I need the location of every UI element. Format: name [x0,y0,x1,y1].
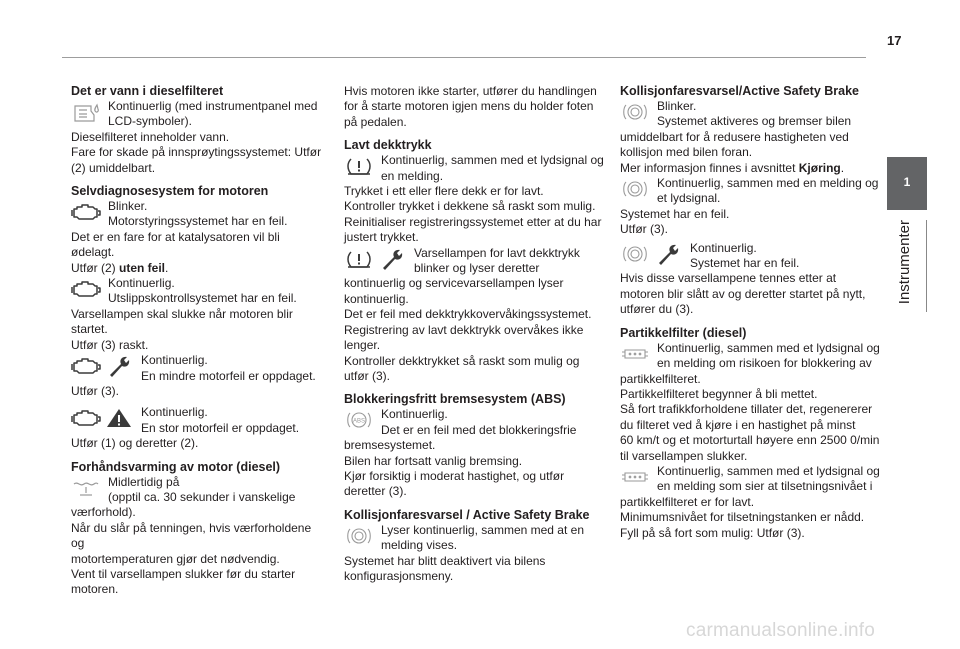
entry-line: Kontinuerlig. [690,240,757,255]
cross-reference-link[interactable]: Kjøring [798,160,841,175]
body-text: partikkelfilteret er for lavt. [620,494,755,509]
body-text: justert trykket. [344,230,419,245]
body-text-part: Utfør (2) [71,260,119,275]
active-safety-brake-icon [344,525,374,547]
body-text: partikkelfilteret. [620,371,701,386]
entry-line: blinker og lyser deretter [414,261,540,276]
body-text: deretter (3). [344,484,407,499]
body-text-part: Mer informasjon finnes i avsnittet [620,160,799,175]
entry-line: Motorstyringssystemet har en feil. [108,214,288,229]
warning-triangle-icon [104,407,134,429]
section-heading: Kollisjonfaresvarsel / Active Safety Brake [344,507,590,522]
body-text: motoren blir slått av og deretter startet på nytt, [620,286,866,301]
body-text [71,261,326,276]
body-text: Minimumsnivået for tilsetningstanken er nådd. [620,510,865,525]
lamp-entry [71,99,326,130]
body-text: Det er en fare for at katalysatoren vil bli ødelagt. [71,229,280,260]
body-text: utfører du (3). [620,302,694,317]
chapter-tab-number: 1 [903,175,911,189]
body-text: Utfør (1) og deretter (2). [71,436,199,451]
lamp-entry [71,276,326,307]
entry-line: Kontinuerlig. [108,276,175,291]
lamp-entry [71,199,326,230]
lamp-entry [71,353,326,384]
wrench-service-icon [104,355,134,377]
lamp-entry [344,523,606,554]
body-text: for å starte motoren igjen mens du holder foten [344,99,594,114]
entry-line: Varsellampen for lavt dekktrykk [414,245,580,260]
entry-line: en melding. [381,168,444,183]
abs-icon [344,409,374,431]
chapter-title [893,220,917,330]
section-heading: Partikkelfilter (diesel) [620,325,747,340]
entry-line: Kontinuerlig, sammen med et lydsignal og [381,153,604,168]
entry-line: Kontinuerlig (med instrumentpanel med [108,99,318,113]
glow-plug-coil-icon [71,477,101,499]
body-text: Partikkelfilteret begynner å bli mettet. [620,386,818,401]
body-text-part: . [840,160,845,175]
body-text [620,161,882,176]
wrench-service-icon [377,248,407,270]
entry-line: Lyser kontinuerlig, sammen med at en [381,522,584,537]
entry-line: Kontinuerlig, sammen med et lydsignal og [657,340,880,355]
body-text: Vent til varsellampen slukker før du starter [71,566,296,581]
body-text: Utfør (3) raskt. [71,337,149,352]
body-text: Dieselfilteret inneholder vann. [71,129,230,144]
body-text: Hvis disse varsellampene tennes etter at [620,271,837,286]
body-text: Hvis motoren ikke starter, utfører du handlingen [344,84,597,98]
body-text: til varsellampen slukker. [620,448,748,463]
entry-line: Det er en feil med det blokkeringsfrie [381,422,577,437]
body-text: Systemet har en feil. [620,206,730,221]
chapter-rule [926,220,927,312]
entry-line: melding vises. [381,538,458,553]
lamp-entry [620,241,882,272]
body-text: værforhold). [71,505,136,520]
entry-line: en melding som sier at tilsetningsnivået i [657,479,873,494]
tyre-pressure-icon [344,248,374,270]
lamp-entry [344,407,606,438]
body-text: Varsellampen skal slukke når motoren blir [71,306,293,321]
section-heading: Det er vann i dieselfilteret [71,84,224,98]
body-text-part: . [165,260,169,275]
body-text: konfigurasjonsmeny. [344,568,454,583]
body-text: Registrering av lavt dekktrykk overvåkes ikke [344,322,584,337]
particle-filter-icon [620,343,650,365]
engine-warning-icon [71,201,101,223]
lamp-entry [620,341,882,372]
column-3 [620,84,882,541]
entry-line: et lydsignal. [657,191,721,206]
body-text: Trykket i ett eller flere dekk er for lavt. [344,184,544,199]
body-text: kontinuerlig. [344,291,409,306]
body-text: Når du slår på tenningen, hvis værforholdene og [71,520,312,551]
body-text: Det er feil med dekktrykkovervåkingssystemet. [344,307,592,322]
body-text: Utfør (3). [620,222,668,237]
body-text: umiddelbart for å redusere hastigheten ved [620,129,849,144]
body-text: Reinitialiser registreringssystemet etter at du har [344,214,602,229]
lamp-entry [344,246,606,277]
header-rule [62,57,866,58]
entry-line: Kontinuerlig. [141,353,208,368]
body-text: utfør (3). [344,368,391,383]
section-heading: Selvdiagnosesystem for motoren [71,184,269,199]
wrench-service-icon [653,243,683,265]
body-text: 60 km/t og et motorturtall høyere enn 2500 0/min [620,433,880,448]
entry-line: Kontinuerlig, sammen med et lydsignal og [657,463,880,478]
entry-line: Utslippskontrollsystemet har en feil. [108,291,297,306]
body-text: Fyll på så fort som mulig: Utfør (3). [620,525,805,540]
lamp-entry [620,464,882,495]
lamp-entry [71,405,326,436]
entry-line: (opptil ca. 30 sekunder i vanskelige [108,489,296,504]
column-2 [344,84,606,584]
body-text: startet. [71,322,108,337]
lamp-entry [71,475,326,506]
body-text: Så fort trafikkforholdene tillater det, regenererer [620,402,873,417]
bold-text: uten feil [119,260,166,275]
active-safety-brake-icon [620,178,650,200]
body-text: lenger. [344,338,381,353]
lamp-entry [620,176,882,207]
engine-warning-icon [71,355,101,377]
section-heading: Lavt dekktrykk [344,138,432,153]
entry-line: Kontinuerlig. [381,407,448,422]
entry-line: Systemet aktiveres og bremser bilen [657,114,852,129]
body-text: Kontroller trykket i dekkene så raskt som mulig. [344,199,596,214]
body-text: du filteret ved å kjøre i en hastighet på minst [620,417,856,432]
body-text: kontinuerlig og servicevarsellampen lyser [344,276,564,291]
body-text: Fare for skade på innsprøytingssystemet: Utfør [71,145,322,160]
engine-warning-icon [71,278,101,300]
entry-line: Systemet har en feil. [690,256,800,271]
body-text: Bilen har fortsatt vanlig bremsing. [344,453,523,468]
particle-filter-icon [620,466,650,488]
active-safety-brake-icon [620,243,650,265]
entry-line: LCD-symboler). [108,114,193,129]
section-heading: Blokkeringsfritt bremsesystem (ABS) [344,392,566,407]
body-text: Systemet har blitt deaktivert via bilens [344,553,546,568]
entry-line: En mindre motorfeil er oppdaget. [141,368,316,383]
tyre-pressure-icon [344,155,374,177]
lamp-entry [620,99,882,130]
chapter-tab[interactable] [887,157,927,210]
section-heading: Kollisjonfaresvarsel/Active Safety Brake [620,84,860,98]
column-1 [71,84,326,598]
body-text: kollisjon med bilen foran. [620,145,753,160]
entry-line: En stor motorfeil er oppdaget. [141,420,300,435]
body-text: (2) umiddelbart. [71,160,156,175]
entry-line: Blinker. [108,199,148,214]
chapter-title-text: Instrumenter [896,220,913,305]
entry-line: en melding om risikoen for blokkering av [657,356,872,371]
section-heading: Forhåndsvarming av motor (diesel) [71,459,281,474]
entry-line: Blinker. [657,99,697,113]
body-text: på pedalen. [344,114,407,129]
entry-line: Kontinuerlig. [141,405,208,420]
engine-warning-icon [71,407,101,429]
active-safety-brake-icon [620,101,650,123]
water-in-diesel-filter-icon [71,101,101,123]
body-text: Kjør forsiktig i moderat hastighet, og utfør [344,468,565,483]
body-text: motoren. [71,582,119,597]
lamp-entry [344,153,606,184]
body-text: Utfør (3). [71,383,119,398]
entry-line: Kontinuerlig, sammen med en melding og [657,176,879,191]
page-number: 17 [887,33,902,48]
body-text: bremsesystemet. [344,438,436,453]
watermark: carmanualsonline.info [686,620,876,641]
body-text: Kontroller dekktrykket så raskt som mulig og [344,353,580,368]
entry-line: Midlertidig på [108,474,180,489]
body-text: motortemperaturen gjør det nødvendig. [71,551,280,566]
